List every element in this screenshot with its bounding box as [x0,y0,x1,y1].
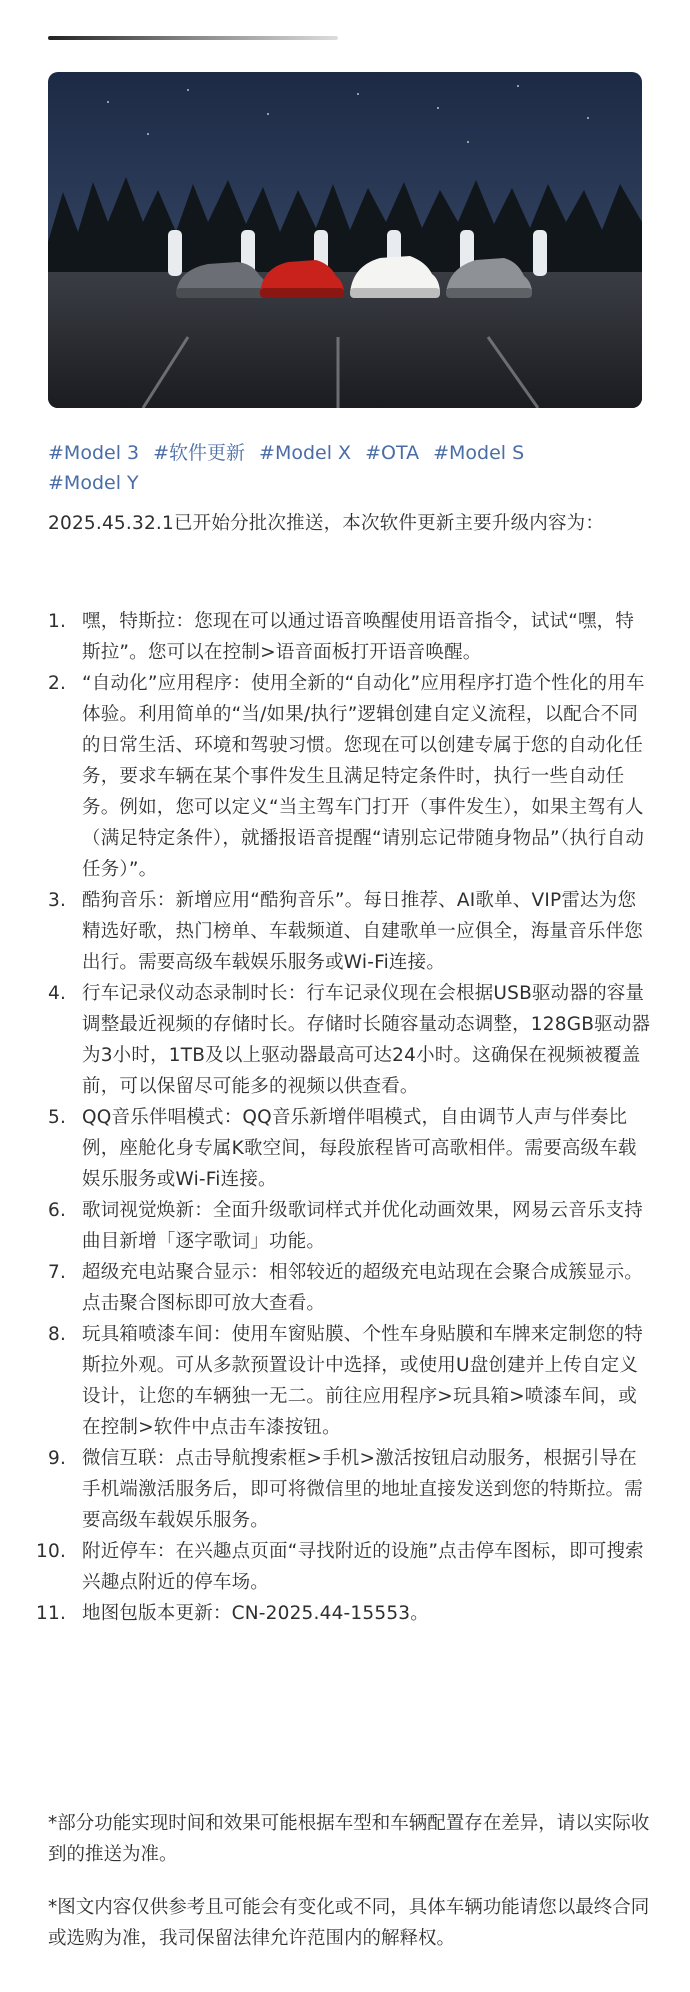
list-item [48,1319,652,1443]
list-item [48,885,652,978]
list-number: 10. [36,1541,67,1562]
list-item-text: 附近停车：在兴趣点页面“寻找附近的设施”点击停车图标，即可搜索兴趣点附近的停车场。 [82,1541,644,1593]
list-item-text: “自动化”应用程序：使用全新的“自动化”应用程序打造个性化的用车体验。利用简单的“当/如果/执行”逻辑创建自定义流程，以配合不同的日常生活、环境和驾驶习惯。您现在可以创建专属于您的自动化任务，要求车辆在某个事件发生且满足特定条件时，执行一些自动任务。例如，您可以定义“当主驾车门打开（事件发生），如果主驾有人（满足特定条件），就播报语音提醒“请别忘记带随身物品”（执行自动任务）”。 [82,673,645,880]
list-item [48,606,652,668]
list-item [48,1257,652,1319]
list-item-text: 嘿，特斯拉：您现在可以通过语音唤醒使用语音指令，试试“嘿，特斯拉”。您可以在控制>语音面板打开语音唤醒。 [82,611,635,663]
hashtag-link[interactable]: #Model Y [48,472,139,494]
list-item-text: 歌词视觉焕新：全面升级歌词样式并优化动画效果，网易云音乐支持曲目新增「逐字歌词」功能。 [82,1200,644,1252]
list-item [48,1195,652,1257]
list-item [36,1598,652,1629]
list-number: 5. [48,1107,67,1128]
disclaimer-note: *图文内容仅供参考且可能会有变化或不同，具体车辆功能请您以最终合同或选购为准，我司保留法律允许范围内的解释权。 [48,1897,650,1949]
list-number: 4. [48,983,67,1004]
list-number: 6. [48,1200,67,1221]
list-item-text: 酷狗音乐：新增应用“酷狗音乐”。每日推荐、AI歌单、VIP雷达为您精选好歌，热门榜单、车载频道、自建歌单一应俱全，海量音乐伴您出行。需要高级车载娱乐服务或Wi-Fi连接。 [82,890,644,973]
hashtag-link[interactable]: #Model S [433,442,525,464]
hashtag-link[interactable]: #Model X [259,442,352,464]
list-number: 8. [48,1324,67,1345]
list-item-text: 玩具箱喷漆车间：使用车窗贴膜、个性车身贴膜和车牌来定制您的特斯拉外观。可从多款预置设计中选择，或使用U盘创建并上传自定义设计，让您的车辆独一无二。前往应用程序>玩具箱>喷漆车间，或在控制>软件中点击车漆按钮。 [82,1324,644,1438]
hashtag-link[interactable]: #OTA [365,442,420,464]
update-list [36,606,652,1629]
hashtag-link[interactable]: #Model 3 [48,442,140,464]
intro-text: 2025.45.32.1已开始分批次推送，本次软件更新主要升级内容为： [48,513,605,534]
list-item [48,1443,652,1536]
list-item [48,668,652,885]
list-item-text: 地图包版本更新：CN-2025.44-15553。 [82,1603,429,1624]
disclaimer-note: *部分功能实现时间和效果可能根据车型和车辆配置存在差异，请以实际收到的推送为准。 [48,1813,650,1865]
list-item-text: QQ音乐伴唱模式：QQ音乐新增伴唱模式，自由调节人声与伴奏比例，座舱化身专属K歌空间，每段旅程皆可高歌相伴。需要高级车载娱乐服务或Wi-Fi连接。 [82,1107,637,1190]
list-number: 9. [48,1448,67,1469]
list-item [36,1536,652,1598]
list-number: 3. [48,890,67,911]
header-blurred-strip [48,30,338,44]
hero-image [48,72,642,408]
list-item-text: 微信互联：点击导航搜索框>手机>激活按钮启动服务，根据引导在手机端激活服务后，即可将微信里的地址直接发送到您的特斯拉。需要高级车载娱乐服务。 [82,1448,644,1531]
list-number: 7. [48,1262,67,1283]
hashtag-list [48,438,648,498]
list-number: 11. [36,1603,67,1624]
list-item [48,978,652,1102]
list-item-text: 超级充电站聚合显示：相邻较近的超级充电站现在会聚合成簇显示。点击聚合图标即可放大查看。 [82,1262,644,1314]
list-number: 1. [48,611,67,632]
list-item [48,1102,652,1195]
list-number: 2. [48,673,67,694]
list-item-text: 行车记录仪动态录制时长：行车记录仪现在会根据USB驱动器的容量调整最近视频的存储时长。存储时长随容量动态调整，128GB驱动器为3小时，1TB及以上驱动器最高可达24小时。这确保在视频被覆盖前，可以保留尽可能多的视频以供查看。 [82,983,651,1097]
hashtag-link[interactable]: #软件更新 [153,442,246,464]
